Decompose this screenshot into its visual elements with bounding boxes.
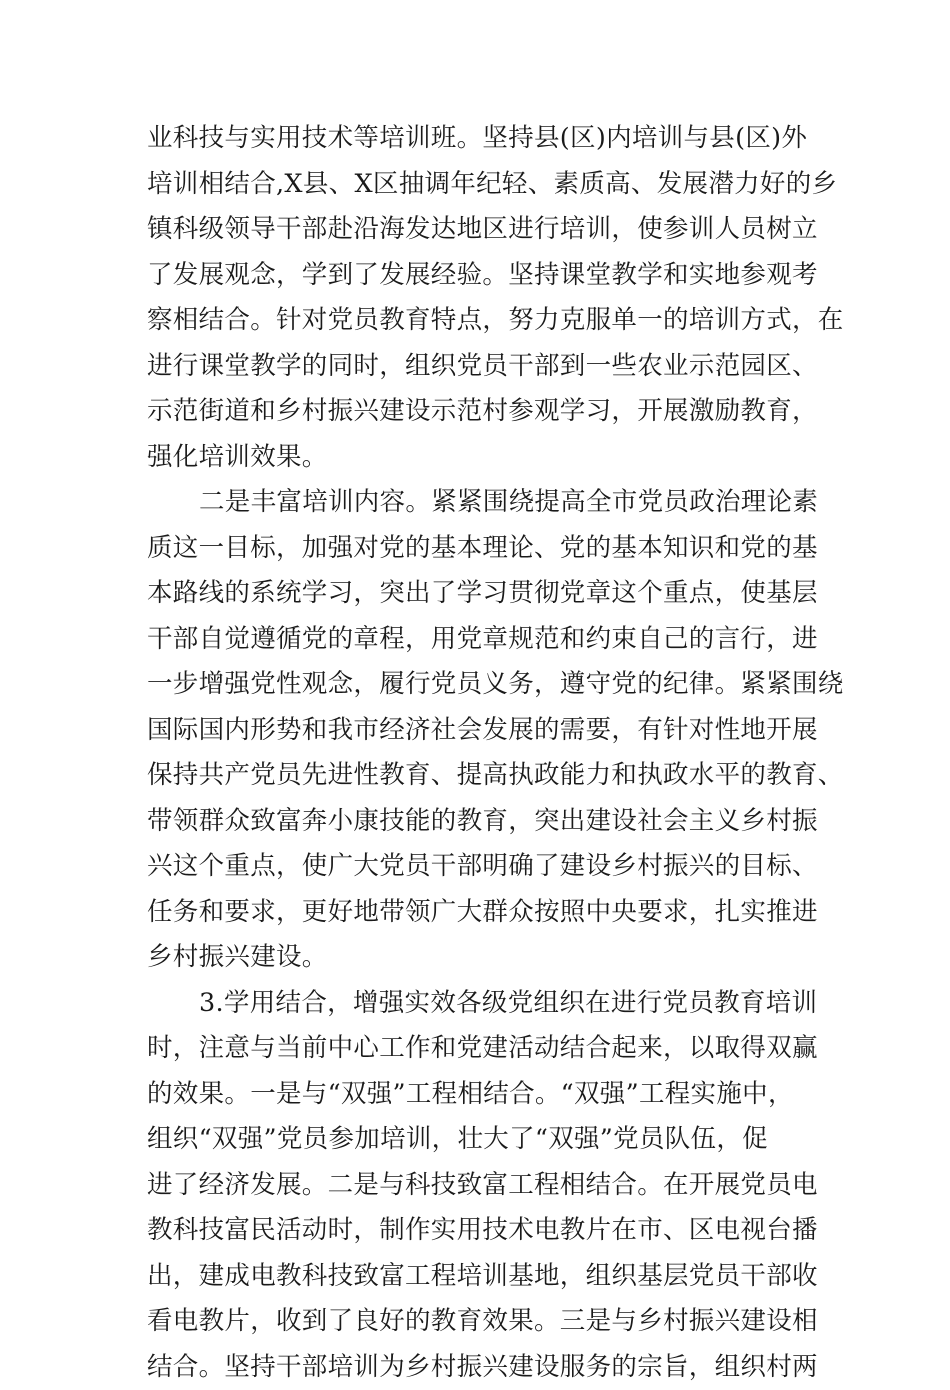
text-line: 组织“双强”党员参加培训，壮大了“双强”党员队伍，促 xyxy=(147,1117,827,1163)
text-line: 乡村振兴建设。 xyxy=(147,935,827,981)
text-line: 进行课堂教学的同时，组织党员干部到一些农业示范园区、 xyxy=(147,344,827,390)
text-line: 保持共产党员先进性教育、提高执政能力和执政水平的教育、 xyxy=(147,753,827,799)
text-line: 带领群众致富奔小康技能的教育，突出建设社会主义乡村振 xyxy=(147,799,827,845)
text-line: 培训相结合,X县、X区抽调年纪轻、素质高、发展潜力好的乡 xyxy=(147,162,827,208)
paragraph-start-line: 二是丰富培训内容。紧紧围绕提高全市党员政治理论素 xyxy=(147,480,827,526)
text-line: 进了经济发展。二是与科技致富工程相结合。在开展党员电 xyxy=(147,1163,827,1209)
text-line: 本路线的系统学习，突出了学习贯彻党章这个重点，使基层 xyxy=(147,571,827,617)
body-text xyxy=(147,116,827,1390)
text-line: 看电教片，收到了良好的教育效果。三是与乡村振兴建设相 xyxy=(147,1299,827,1345)
text-line: 出，建成电教科技致富工程培训基地，组织基层党员干部收 xyxy=(147,1254,827,1300)
text-line: 强化培训效果。 xyxy=(147,435,827,481)
text-line: 教科技富民活动时，制作实用技术电教片在市、区电视台播 xyxy=(147,1208,827,1254)
text-line: 结合。坚持干部培训为乡村振兴建设服务的宗旨，组织村两 xyxy=(147,1345,827,1390)
text-line: 国际国内形势和我市经济社会发展的需要，有针对性地开展 xyxy=(147,708,827,754)
text-line: 质这一目标，加强对党的基本理论、党的基本知识和党的基 xyxy=(147,526,827,572)
text-line: 一步增强党性观念，履行党员义务，遵守党的纪律。紧紧围绕 xyxy=(147,662,827,708)
text-line: 示范街道和乡村振兴建设示范村参观学习，开展激励教育， xyxy=(147,389,827,435)
text-line: 兴这个重点，使广大党员干部明确了建设乡村振兴的目标、 xyxy=(147,844,827,890)
text-line: 镇科级领导干部赴沿海发达地区进行培训，使参训人员树立 xyxy=(147,207,827,253)
text-line: 的效果。一是与“双强”工程相结合。“双强”工程实施中， xyxy=(147,1072,827,1118)
text-line: 时，注意与当前中心工作和党建活动结合起来，以取得双赢 xyxy=(147,1026,827,1072)
text-line: 了发展观念，学到了发展经验。坚持课堂教学和实地参观考 xyxy=(147,253,827,299)
section-heading-line: 3.学用结合，增强实效各级党组织在进行党员教育培训 xyxy=(147,981,827,1027)
text-line: 业科技与实用技术等培训班。坚持县(区)内培训与县(区)外 xyxy=(147,116,827,162)
text-line: 察相结合。针对党员教育特点，努力克服单一的培训方式，在 xyxy=(147,298,827,344)
text-line: 任务和要求，更好地带领广大群众按照中央要求，扎实推进 xyxy=(147,890,827,936)
text-line: 干部自觉遵循党的章程，用党章规范和约束自己的言行，进 xyxy=(147,617,827,663)
